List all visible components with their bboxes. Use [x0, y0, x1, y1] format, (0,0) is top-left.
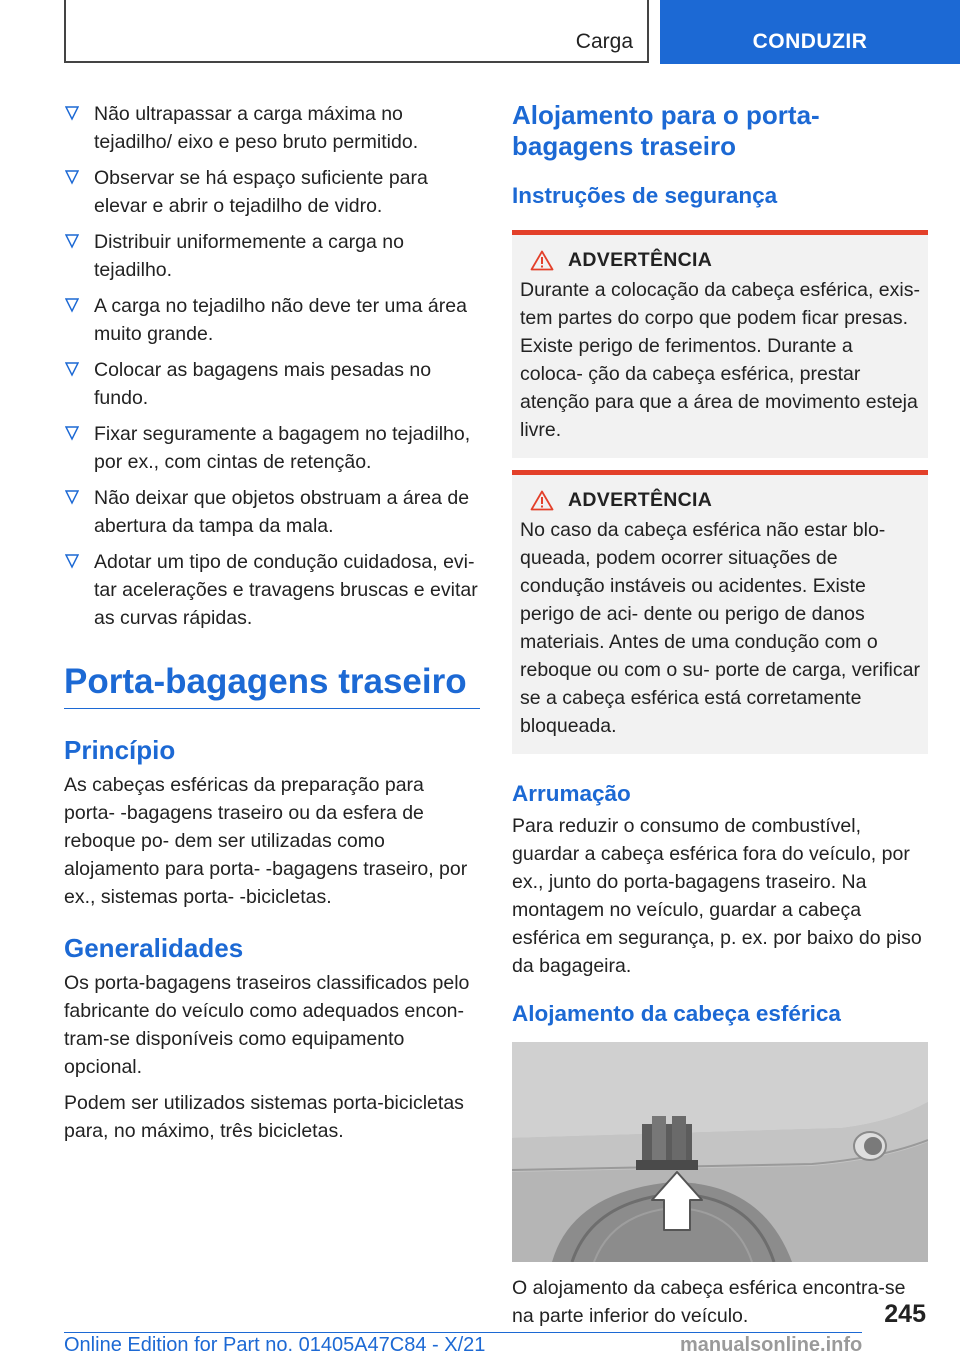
warning-box	[512, 230, 928, 458]
triangle-bullet-icon	[65, 425, 79, 441]
list-item: Adotar um tipo de condução cuidadosa, evi- tar acelerações e travagens bruscas e evitar as curvas rápidas.	[64, 548, 480, 632]
header-box	[64, 0, 649, 63]
triangle-bullet-icon	[65, 361, 79, 377]
list-item: Fixar seguramente a bagagem no tejadilho, por ex., com cintas de retenção.	[64, 420, 480, 476]
general-paragraph-2: Podem ser utilizados sistemas porta-bicicletas para, no máximo, três bicicletas.	[64, 1092, 464, 1142]
warning-triangle-icon	[530, 250, 554, 271]
safety-heading: Instruções de segurança	[512, 183, 778, 208]
left-column	[64, 100, 480, 1145]
header-section-title: Carga	[575, 30, 633, 53]
list-item: Distribuir uniformemente a carga no tejadilho.	[64, 228, 480, 284]
warning-text: No caso da cabeça esférica não estar blo- queada, podem ocorrer situações de condução instáveis ou acidentes. Existe perigo de aci- dente ou perigo de danos materiais. Antes de uma condução com o reboque ou com o su- porte de carga, verificar se a cabeça esférica está corretamente bloqueada.	[520, 519, 920, 737]
storage-heading: Arrumação	[512, 781, 631, 806]
warning-label: ADVERTÊNCIA	[568, 249, 713, 271]
warning-box	[512, 470, 928, 754]
footer-edition: Online Edition for Part no. 01405A47C84 - X/21	[64, 1334, 486, 1356]
header-chapter-tab[interactable]: CONDUZIR	[660, 0, 960, 64]
mount-section-title: Alojamento para o porta- bagagens traseiro	[512, 100, 820, 161]
page-number: 245	[884, 1300, 926, 1328]
triangle-bullet-icon	[65, 489, 79, 505]
watermark: manualsonline.info	[680, 1334, 863, 1356]
general-heading: Generalidades	[64, 933, 244, 963]
warning-triangle-icon	[530, 490, 554, 511]
triangle-bullet-icon	[65, 297, 79, 313]
list-item: Observar se há espaço suficiente para elevar e abrir o tejadilho de vidro.	[64, 164, 480, 220]
list-item: A carga no tejadilho não deve ter uma área muito grande.	[64, 292, 480, 348]
section-title: Porta-bagagens traseiro	[64, 662, 480, 709]
mount-heading: Alojamento da cabeça esférica	[512, 1001, 841, 1026]
list-item: Não ultrapassar a carga máxima no tejadilho/ eixo e peso bruto permitido.	[64, 100, 480, 156]
storage-paragraph: Para reduzir o consumo de combustível, guardar a cabeça esférica fora do veículo, por ex., junto do porta-bagagens traseiro. Na montagem no veículo, guardar a cabeça esférica em segurança, p. ex. por baixo do piso da bagageira.	[512, 815, 922, 977]
triangle-bullet-icon	[65, 553, 79, 569]
triangle-bullet-icon	[65, 169, 79, 185]
general-paragraph-1: Os porta-bagagens traseiros classificados pelo fabricante do veículo como adequados encon- tram-se disponíveis como equipamento opcional.	[64, 972, 470, 1078]
warning-label: ADVERTÊNCIA	[568, 489, 713, 511]
right-column	[512, 100, 928, 1330]
triangle-bullet-icon	[65, 233, 79, 249]
bullet-list	[64, 100, 480, 632]
warning-header	[530, 489, 920, 512]
footer-divider	[64, 1332, 862, 1333]
mount-paragraph: O alojamento da cabeça esférica encontra-se na parte inferior do veículo.	[512, 1277, 906, 1327]
warning-header	[530, 249, 920, 272]
list-item: Colocar as bagagens mais pesadas no fundo.	[64, 356, 480, 412]
triangle-bullet-icon	[65, 105, 79, 121]
principle-heading: Princípio	[64, 735, 176, 765]
warning-text: Durante a colocação da cabeça esférica, exis- tem partes do corpo que podem ficar presas. Existe perigo de ferimentos. Durante a coloca- ção da cabeça esférica, prestar atenção para que a área de movimento esteja livre.	[520, 279, 920, 441]
list-item: Não deixar que objetos obstruam a área de abertura da tampa da mala.	[64, 484, 480, 540]
principle-paragraph: As cabeças esféricas da preparação para porta- -bagagens traseiro ou da esfera de reboque po- dem ser utilizadas como alojamento para porta- -bagagens traseiro, por ex., sistemas porta- -bicicletas.	[64, 774, 468, 908]
vehicle-underside-illustration	[512, 1042, 928, 1262]
